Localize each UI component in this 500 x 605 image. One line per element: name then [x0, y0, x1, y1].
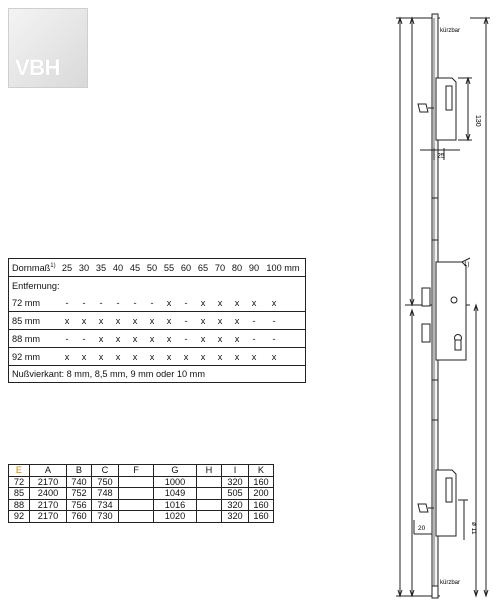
- mark: x: [200, 316, 206, 326]
- mark: x: [149, 316, 155, 326]
- cell: 740: [67, 476, 92, 488]
- dim-25: 25: [437, 153, 445, 160]
- cell: 92: [9, 511, 30, 523]
- mark: x: [234, 334, 240, 344]
- spindle-hole: [451, 297, 457, 303]
- mark: -: [184, 316, 188, 326]
- dornmass-header-label: Dornmaß$^{1)}$: [12, 263, 56, 274]
- mark: x: [200, 334, 206, 344]
- mark: x: [132, 352, 138, 362]
- mark: x: [234, 352, 240, 362]
- cell: 200: [249, 488, 274, 500]
- dornmass-col: 35: [95, 263, 107, 273]
- row-label: 85 mm: [12, 316, 41, 326]
- mark: x: [64, 316, 70, 326]
- mark: x: [64, 352, 70, 362]
- mark: -: [133, 298, 137, 308]
- mark: x: [271, 352, 277, 362]
- label-kuerzbar-bottom: kürzbar: [440, 580, 461, 586]
- mark: -: [82, 334, 86, 344]
- mark: -: [252, 334, 256, 344]
- header-cell: G: [154, 465, 197, 477]
- mark: x: [98, 316, 104, 326]
- mark: -: [65, 334, 69, 344]
- dornmass-col: 60: [180, 263, 192, 273]
- mark: x: [234, 316, 240, 326]
- dornmass-col: 30: [78, 263, 90, 273]
- logo-text: VBH: [15, 55, 60, 80]
- header-cell: C: [92, 465, 119, 477]
- mark: -: [99, 298, 103, 308]
- mark: x: [81, 352, 87, 362]
- cell: 85: [9, 488, 30, 500]
- cell: 320: [222, 476, 249, 488]
- dornmass-col: 80: [231, 263, 243, 273]
- cell: 320: [222, 499, 249, 511]
- cell: 2170: [30, 499, 67, 511]
- header-cell: E: [9, 465, 30, 477]
- dornmass-col: 90: [248, 263, 260, 273]
- cell: 734: [92, 499, 119, 511]
- header-cell: H: [197, 465, 222, 477]
- dim-20: 20: [418, 525, 426, 532]
- mark: x: [251, 352, 257, 362]
- cell: 72: [9, 476, 30, 488]
- cell: 505: [222, 488, 249, 500]
- mark: x: [149, 334, 155, 344]
- nussvierkant-note: Nußvierkant: 8 mm, 8,5 mm, 9 mm oder 10 mm: [12, 369, 205, 379]
- mark: -: [272, 334, 276, 344]
- bottom-hook: [418, 504, 428, 512]
- cell: 160: [249, 476, 274, 488]
- cell: 2400: [30, 488, 67, 500]
- mark: x: [183, 352, 189, 362]
- cell: 1000: [154, 476, 197, 488]
- dead-bolt: [422, 324, 430, 342]
- entfernung-label: Entfernung:: [12, 281, 60, 291]
- header-cell: K: [249, 465, 274, 477]
- cell: 748: [92, 488, 119, 500]
- header-cell: I: [222, 465, 249, 477]
- dornmass-col: 70: [214, 263, 226, 273]
- mark: x: [98, 352, 104, 362]
- dornmass-col: 40: [112, 263, 124, 273]
- dornmass-col: 100 mm: [266, 263, 300, 273]
- mark: x: [217, 298, 223, 308]
- mark: -: [82, 298, 86, 308]
- row-label: 72 mm: [12, 298, 41, 308]
- mark: -: [116, 298, 120, 308]
- dornmass-col: 25: [61, 263, 73, 273]
- header-cell: A: [30, 465, 67, 477]
- mark: x: [200, 352, 206, 362]
- mark: x: [115, 352, 121, 362]
- mark: x: [166, 352, 172, 362]
- mark: x: [115, 316, 121, 326]
- cell: 1020: [154, 511, 197, 523]
- row-label: 88 mm: [12, 334, 41, 344]
- cell: 1049: [154, 488, 197, 500]
- cell: 2170: [30, 511, 67, 523]
- mark: x: [132, 316, 138, 326]
- mark: x: [166, 316, 172, 326]
- mark: x: [217, 316, 223, 326]
- dornmass-col: 55: [163, 263, 175, 273]
- mark: -: [184, 298, 188, 308]
- cell: 752: [67, 488, 92, 500]
- mark: x: [251, 298, 257, 308]
- mark: x: [200, 298, 206, 308]
- mark: -: [150, 298, 154, 308]
- top-hook: [418, 104, 428, 112]
- mark: x: [98, 334, 104, 344]
- cell: 2170: [30, 476, 67, 488]
- latch-bolt: [422, 288, 430, 306]
- dornmass-col: 45: [129, 263, 141, 273]
- mark: x: [132, 334, 138, 344]
- mark: x: [149, 352, 155, 362]
- cell: 160: [249, 499, 274, 511]
- mark: -: [184, 334, 188, 344]
- mark: x: [166, 334, 172, 344]
- mark: -: [272, 316, 276, 326]
- cell: 160: [249, 511, 274, 523]
- mark: x: [234, 298, 240, 308]
- note-1: 1): [464, 262, 470, 268]
- mark: -: [65, 298, 69, 308]
- cell: 88: [9, 499, 30, 511]
- dornmass-col: 65: [197, 263, 209, 273]
- mark: x: [166, 298, 172, 308]
- mark: x: [81, 316, 87, 326]
- cell: 756: [67, 499, 92, 511]
- mark: x: [115, 334, 121, 344]
- cell: 730: [92, 511, 119, 523]
- cell: 750: [92, 476, 119, 488]
- mark: -: [252, 316, 256, 326]
- label-kuerzbar-top: kürzbar: [440, 28, 461, 34]
- cell: 1016: [154, 499, 197, 511]
- dornmass-col: 50: [146, 263, 158, 273]
- header-cell: F: [119, 465, 154, 477]
- dim-130: 130: [474, 115, 481, 127]
- header-cell: B: [67, 465, 92, 477]
- mark: x: [271, 298, 277, 308]
- dim-11: ø 11: [470, 522, 477, 535]
- cell: 320: [222, 511, 249, 523]
- mark: x: [217, 352, 223, 362]
- mark: x: [217, 334, 223, 344]
- row-label: 92 mm: [12, 352, 41, 362]
- cell: 760: [67, 511, 92, 523]
